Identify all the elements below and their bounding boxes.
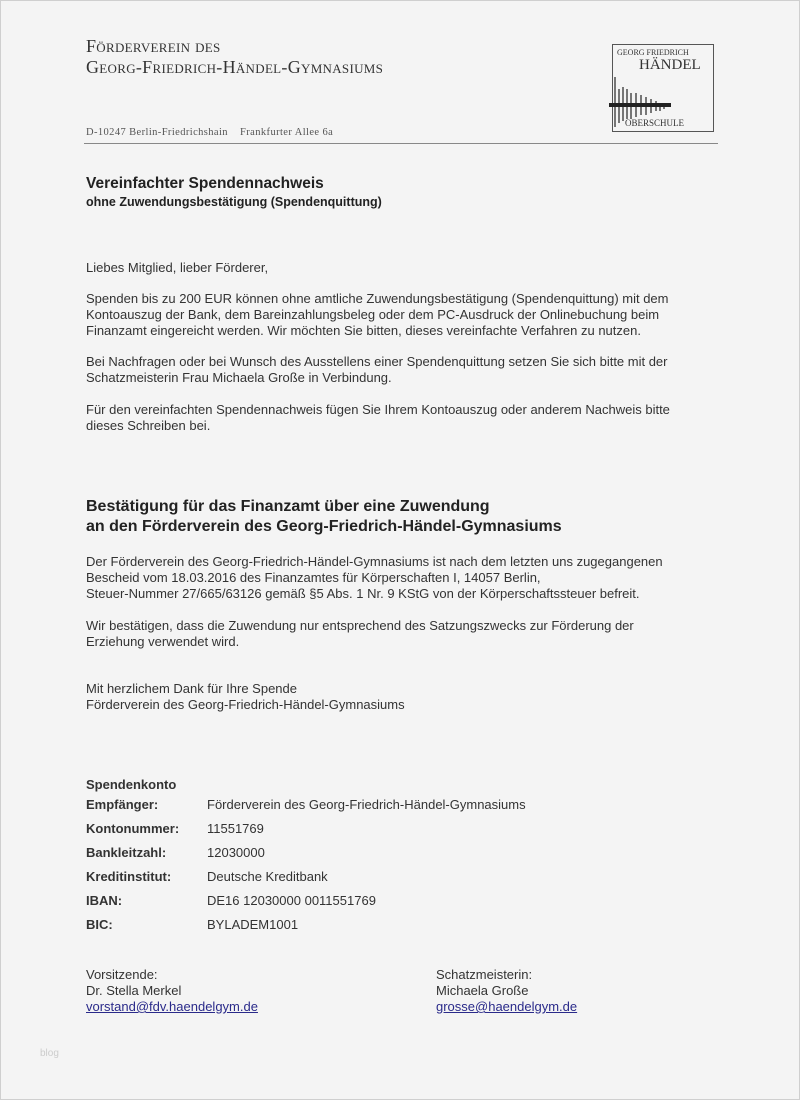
treasurer-name: Michaela Große (436, 983, 529, 998)
text-line: Förderverein des Georg-Friedrich-Händel-Gymnasiums (86, 697, 405, 712)
text-line: Bescheid vom 18.03.2016 des Finanzamtes für Körperschaften I, 14057 Berlin, (86, 570, 541, 585)
account-label: Bankleitzahl: (86, 845, 167, 860)
text-line: dieses Schreiben bei. (86, 418, 211, 433)
header-divider (84, 143, 718, 144)
text-line: Erziehung verwendet wird. (86, 634, 240, 649)
footer-treasurer (436, 967, 736, 1015)
letterhead-line-2: Georg-Friedrich-Händel-Gymnasiums (86, 57, 384, 77)
account-label: Kontonummer: (86, 821, 180, 836)
paragraph-4 (86, 554, 726, 602)
logo-text-3: OBERSCHULE (625, 118, 685, 128)
account-value: DE16 12030000 0011551769 (207, 893, 376, 908)
document-subtitle: ohne Zuwendungsbestätigung (Spendenquittung) (86, 195, 382, 209)
account-title: Spendenkonto (86, 777, 177, 792)
text-line: Mit herzlichem Dank für Ihre Spende (86, 681, 297, 696)
text-line: Schatzmeisterin Frau Michaela Große in Verbindung. (86, 370, 392, 385)
chair-role: Vorsitzende: (86, 967, 158, 982)
text-line: Bei Nachfragen oder bei Wunsch des Ausstellens einer Spendenquittung setzen Sie sich bitte mit der (86, 354, 668, 369)
document-title: Vereinfachter Spendennachweis (86, 175, 324, 192)
account-label: Kreditinstitut: (86, 869, 172, 884)
text-line: Steuer-Nummer 27/665/63126 gemäß §5 Abs. 1 Nr. 9 KStG von der Körperschaftssteuer befreit. (86, 586, 640, 601)
chair-email-link[interactable]: vorstand@fdv.haendelgym.de (86, 999, 258, 1014)
chair-name: Dr. Stella Merkel (86, 983, 182, 998)
watermark: blog (40, 1048, 59, 1059)
account-label: IBAN: (86, 893, 123, 908)
text-line: Für den vereinfachten Spendennachweis fügen Sie Ihrem Kontoauszug oder anderem Nachweis bitte (86, 402, 670, 417)
heading-line: an den Förderverein des Georg-Friedrich-Händel-Gymnasiums (86, 517, 562, 535)
text-line: Wir bestätigen, dass die Zuwendung nur entsprechend des Satzungszwecks zur Förderung der (86, 618, 634, 633)
account-label: Empfänger: (86, 797, 159, 812)
letterhead-address: D-10247 Berlin-Friedrichshain Frankfurter Allee 6a (86, 127, 334, 138)
account-value: Förderverein des Georg-Friedrich-Händel-Gymnasiums (207, 797, 526, 812)
paragraph-5 (86, 618, 726, 650)
text-line: Spenden bis zu 200 EUR können ohne amtliche Zuwendungsbestätigung (Spendenquittung) mit dem (86, 291, 669, 306)
letterhead-line-1: Förderverein des (86, 36, 221, 56)
account-value: BYLADEM1001 (207, 917, 299, 932)
treasurer-role: Schatzmeisterin: (436, 967, 533, 982)
letterhead-title (86, 36, 383, 78)
account-label: BIC: (86, 917, 113, 932)
logo-text-2: HÄNDEL (639, 57, 701, 73)
paragraph-2 (86, 354, 726, 386)
logo-text-1: GEORG FRIEDRICH (617, 48, 689, 57)
treasurer-email-link[interactable]: grosse@haendelgym.de (436, 999, 578, 1014)
closing (86, 681, 726, 713)
paragraph-3 (86, 402, 726, 434)
account-value: 12030000 (207, 845, 265, 860)
heading-line: Bestätigung für das Finanzamt über eine Zuwendung (86, 498, 490, 515)
account-value: 11551769 (207, 821, 264, 836)
paragraph-1 (86, 291, 726, 339)
footer-chair (86, 967, 386, 1015)
text-line: Der Förderverein des Georg-Friedrich-Händel-Gymnasiums ist nach dem letzten uns zugegangenen (86, 554, 663, 569)
account-value: Deutsche Kreditbank (207, 869, 328, 884)
text-line: Finanzamt eingereicht werden. Wir möchten Sie bitten, dieses vereinfachte Verfahren zu nutzen. (86, 323, 641, 338)
text-line: Kontoauszug der Bank, dem Bareinzahlungsbeleg oder dem PC-Ausdruck der Onlinebuchung beim (86, 307, 660, 322)
greeting: Liebes Mitglied, lieber Förderer, (86, 260, 269, 275)
section-heading (86, 497, 562, 536)
school-logo (612, 44, 714, 132)
